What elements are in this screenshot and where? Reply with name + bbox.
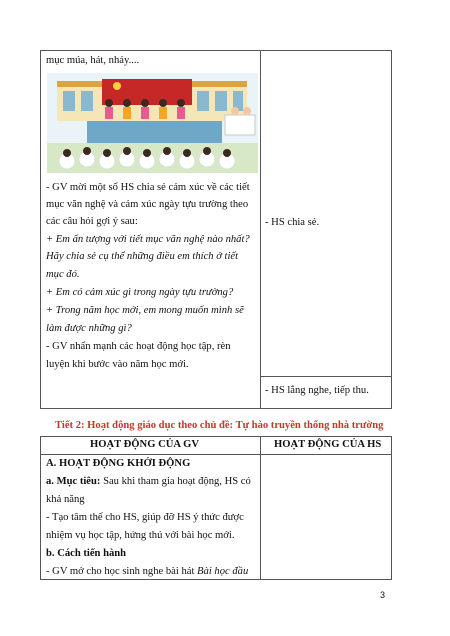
table1-right-line-1: - HS lắng nghe, tiếp thu. [265,385,369,396]
table2-gv-mo-line [46,565,248,579]
table1-line-5: Hãy chia sẻ cụ thể những điều em thích ở tiết [46,251,239,262]
table1-line-1: - GV mời một số HS chia sẻ cảm xúc về các tiết [46,182,250,193]
table2-body-right [260,454,392,580]
gv-mo-italic: Bài học đầu [197,566,249,577]
table2-header-right-label: HOẠT ĐỘNG CỦA HS [274,439,382,450]
table1-line-9: làm được những gì? [46,323,132,334]
table2-header-left-label: HOẠT ĐỘNG CỦA GV [90,439,199,450]
table2-cach-tien-hanh: b. Cách tiến hành [46,548,127,559]
table2-tao-2: nhiệm vụ học tập, hứng thú với bài học mới. [46,530,235,541]
muc-tieu-label: a. Mục tiêu: [46,476,101,487]
table2-muc-tieu-line [46,475,251,489]
table2-tao-1: - Tạo tâm thế cho HS, giúp đỡ HS ý thức được [46,512,244,523]
table1-line-0: mục múa, hát, nhảy.... [46,55,140,66]
table2-kha-nang: khả năng [46,494,85,505]
section-heading: Tiết 2: Hoạt động giáo dục theo chủ đề: Tự hào truyền thống nhà trường [55,420,384,431]
muc-tieu-text: Sau khi tham gia hoạt động, HS có [100,476,251,487]
page-number: 3 [380,590,386,600]
table1-line-3: các câu hỏi gợi ý sau: [46,216,138,227]
table1-line-10: - GV nhấn mạnh các hoạt động học tập, rèn [46,341,231,352]
table1-line-8: + Trong năm học mới, em mong muốn mình sẽ [46,305,244,316]
gv-mo-text: - GV mở cho học sinh nghe bài hát [46,566,198,577]
table1-line-7: + Em có cảm xúc gì trong ngày tựu trường? [46,287,234,298]
school-performance-illustration [47,73,258,173]
table1-line-4: + Em ấn tượng với tiết mục văn nghệ nào nhất? [46,234,250,245]
table1-line-6: mục đó. [46,269,80,280]
table1-line-2: mục văn nghệ và cảm xúc ngày tựu trường theo [46,199,249,210]
table2-a-title: A. HOẠT ĐỘNG KHỞI ĐỘNG [46,458,191,469]
table1-line-11: luyện khi bước vào năm học mới. [46,359,189,370]
table1-right-line-0: - HS chia sẻ. [265,217,320,228]
table1-row-divider [260,376,392,377]
